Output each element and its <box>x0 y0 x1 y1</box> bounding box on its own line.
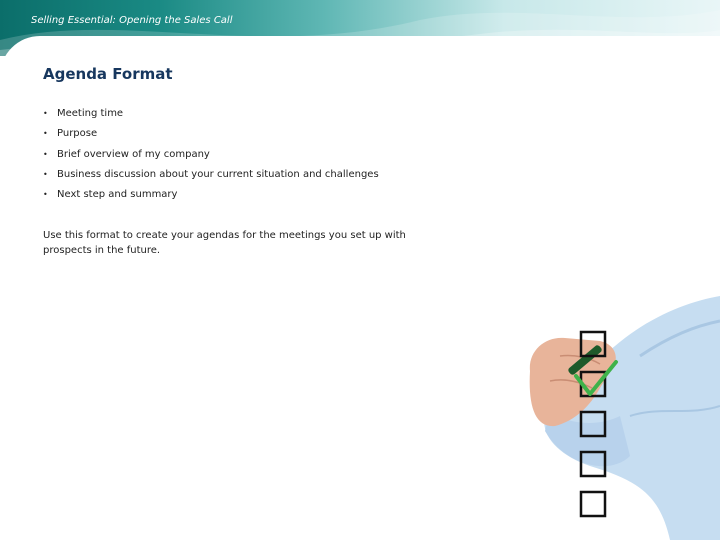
slide-title: Agenda Format <box>43 65 173 83</box>
list-item-text: Meeting time <box>57 108 124 120</box>
list-item <box>43 104 379 124</box>
list-item-text: Business discussion about your current situation and challenges <box>57 169 379 181</box>
checklist-photo <box>520 296 720 540</box>
bullet-icon: • <box>43 190 48 200</box>
bullet-icon: • <box>43 129 48 139</box>
bullet-icon: • <box>43 109 48 119</box>
list-item <box>43 185 379 205</box>
list-item-text: Brief overview of my company <box>57 148 210 160</box>
checkbox-5 <box>581 492 605 516</box>
list-item-text: Next step and summary <box>57 189 178 201</box>
agenda-list <box>43 104 379 205</box>
list-item-text: Purpose <box>57 128 98 140</box>
list-item <box>43 124 379 144</box>
presentation-title: Selling Essential: Opening the Sales Call <box>31 15 233 26</box>
bullet-icon: • <box>43 149 48 159</box>
list-item <box>43 165 379 185</box>
agenda-note: Use this format to create your agendas for the meetings you set up with prospects in the future. <box>43 230 406 256</box>
bullet-icon: • <box>43 170 48 180</box>
list-item <box>43 145 379 165</box>
